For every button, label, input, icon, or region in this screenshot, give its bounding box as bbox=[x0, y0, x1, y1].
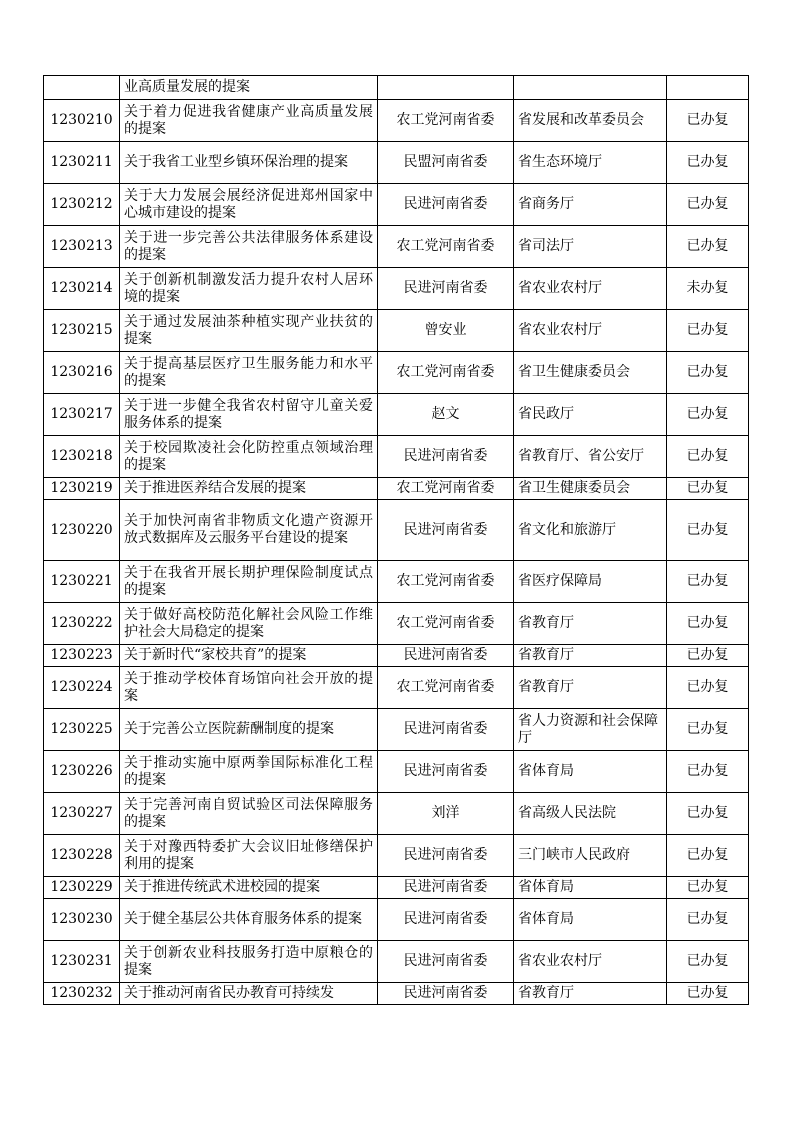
proposal-title: 关于完善河南自贸试验区司法保障服务的提案 bbox=[120, 793, 378, 835]
handling-status: 已办复 bbox=[667, 352, 749, 394]
proposal-title: 关于进一步完善公共法律服务体系建设的提案 bbox=[120, 226, 378, 268]
proposal-title: 业高质量发展的提案 bbox=[120, 76, 378, 100]
handling-department: 省卫生健康委员会 bbox=[514, 352, 667, 394]
proposer: 农工党河南省委 bbox=[378, 667, 514, 709]
proposal-number: 1230210 bbox=[44, 100, 120, 142]
proposer: 农工党河南省委 bbox=[378, 478, 514, 500]
table-row bbox=[44, 226, 749, 268]
proposer: 民进河南省委 bbox=[378, 877, 514, 899]
handling-status: 已办复 bbox=[667, 899, 749, 941]
handling-department: 省体育局 bbox=[514, 877, 667, 899]
proposal-table-body bbox=[44, 76, 749, 1005]
handling-status: 已办复 bbox=[667, 310, 749, 352]
handling-status: 已办复 bbox=[667, 751, 749, 793]
proposer: 民进河南省委 bbox=[378, 835, 514, 877]
table-row bbox=[44, 793, 749, 835]
proposal-number: 1230231 bbox=[44, 941, 120, 983]
proposal-title: 关于校园欺凌社会化防控重点领域治理的提案 bbox=[120, 436, 378, 478]
proposer: 民进河南省委 bbox=[378, 645, 514, 667]
handling-department: 省商务厅 bbox=[514, 184, 667, 226]
proposal-number: 1230226 bbox=[44, 751, 120, 793]
handling-status: 已办复 bbox=[667, 793, 749, 835]
table-row bbox=[44, 436, 749, 478]
proposal-title: 关于健全基层公共体育服务体系的提案 bbox=[120, 899, 378, 941]
handling-department: 省教育厅 bbox=[514, 983, 667, 1005]
handling-status: 已办复 bbox=[667, 877, 749, 899]
proposal-title: 关于对豫西特委扩大会议旧址修缮保护利用的提案 bbox=[120, 835, 378, 877]
handling-status: 未办复 bbox=[667, 268, 749, 310]
handling-department: 省发展和改革委员会 bbox=[514, 100, 667, 142]
proposal-number: 1230216 bbox=[44, 352, 120, 394]
proposer: 民进河南省委 bbox=[378, 436, 514, 478]
handling-department: 省教育厅 bbox=[514, 667, 667, 709]
table-row bbox=[44, 268, 749, 310]
proposal-title: 关于提高基层医疗卫生服务能力和水平的提案 bbox=[120, 352, 378, 394]
proposal-title: 关于大力发展会展经济促进郑州国家中心城市建设的提案 bbox=[120, 184, 378, 226]
table-row bbox=[44, 76, 749, 100]
proposal-number: 1230230 bbox=[44, 899, 120, 941]
table-row bbox=[44, 394, 749, 436]
proposer: 曾安业 bbox=[378, 310, 514, 352]
proposal-title: 关于推动河南省民办教育可持续发 bbox=[120, 983, 378, 1005]
proposer: 刘洋 bbox=[378, 793, 514, 835]
proposal-title: 关于通过发展油茶种植实现产业扶贫的提案 bbox=[120, 310, 378, 352]
proposal-number: 1230214 bbox=[44, 268, 120, 310]
proposal-number: 1230218 bbox=[44, 436, 120, 478]
table-row bbox=[44, 100, 749, 142]
proposal-title: 关于推进传统武术进校园的提案 bbox=[120, 877, 378, 899]
proposal-title: 关于新时代“家校共育”的提案 bbox=[120, 645, 378, 667]
proposal-title: 关于推进医养结合发展的提案 bbox=[120, 478, 378, 500]
table-row bbox=[44, 500, 749, 561]
proposer: 民进河南省委 bbox=[378, 500, 514, 561]
proposal-title: 关于创新机制激发活力提升农村人居环境的提案 bbox=[120, 268, 378, 310]
proposal-number: 1230224 bbox=[44, 667, 120, 709]
proposer: 民盟河南省委 bbox=[378, 142, 514, 184]
proposer: 农工党河南省委 bbox=[378, 100, 514, 142]
proposal-number bbox=[44, 76, 120, 100]
proposer: 民进河南省委 bbox=[378, 184, 514, 226]
proposal-number: 1230212 bbox=[44, 184, 120, 226]
proposal-number: 1230219 bbox=[44, 478, 120, 500]
handling-department: 省体育局 bbox=[514, 899, 667, 941]
proposer: 农工党河南省委 bbox=[378, 603, 514, 645]
table-row bbox=[44, 983, 749, 1005]
handling-department: 省卫生健康委员会 bbox=[514, 478, 667, 500]
handling-status: 已办复 bbox=[667, 500, 749, 561]
handling-department: 省医疗保障局 bbox=[514, 561, 667, 603]
proposer: 农工党河南省委 bbox=[378, 561, 514, 603]
proposal-title: 关于加快河南省非物质文化遗产资源开放式数据库及云服务平台建设的提案 bbox=[120, 500, 378, 561]
proposal-number: 1230225 bbox=[44, 709, 120, 751]
handling-department: 省农业农村厅 bbox=[514, 268, 667, 310]
handling-status bbox=[667, 76, 749, 100]
proposal-number: 1230222 bbox=[44, 603, 120, 645]
proposal-title: 关于进一步健全我省农村留守儿童关爱服务体系的提案 bbox=[120, 394, 378, 436]
proposal-title: 关于在我省开展长期护理保险制度试点的提案 bbox=[120, 561, 378, 603]
proposal-title: 关于推动实施中原两拳国际标准化工程的提案 bbox=[120, 751, 378, 793]
table-row bbox=[44, 478, 749, 500]
proposer: 民进河南省委 bbox=[378, 899, 514, 941]
proposer: 赵文 bbox=[378, 394, 514, 436]
handling-status: 已办复 bbox=[667, 226, 749, 268]
handling-status: 已办复 bbox=[667, 561, 749, 603]
handling-department: 省民政厅 bbox=[514, 394, 667, 436]
handling-department: 省体育局 bbox=[514, 751, 667, 793]
proposer: 民进河南省委 bbox=[378, 268, 514, 310]
handling-status: 已办复 bbox=[667, 835, 749, 877]
handling-status: 已办复 bbox=[667, 142, 749, 184]
proposal-number: 1230223 bbox=[44, 645, 120, 667]
handling-department: 省教育厅、省公安厅 bbox=[514, 436, 667, 478]
handling-status: 已办复 bbox=[667, 394, 749, 436]
proposer: 民进河南省委 bbox=[378, 709, 514, 751]
handling-status: 已办复 bbox=[667, 478, 749, 500]
proposer bbox=[378, 76, 514, 100]
table-row bbox=[44, 561, 749, 603]
table-row bbox=[44, 877, 749, 899]
table-row bbox=[44, 899, 749, 941]
table-row bbox=[44, 835, 749, 877]
handling-department bbox=[514, 76, 667, 100]
handling-status: 已办复 bbox=[667, 941, 749, 983]
handling-department: 省农业农村厅 bbox=[514, 310, 667, 352]
proposal-title: 关于创新农业科技服务打造中原粮仓的提案 bbox=[120, 941, 378, 983]
proposal-number: 1230229 bbox=[44, 877, 120, 899]
handling-department: 三门峡市人民政府 bbox=[514, 835, 667, 877]
proposal-title: 关于完善公立医院薪酬制度的提案 bbox=[120, 709, 378, 751]
table-row bbox=[44, 142, 749, 184]
proposal-number: 1230220 bbox=[44, 500, 120, 561]
handling-department: 省生态环境厅 bbox=[514, 142, 667, 184]
handling-status: 已办复 bbox=[667, 983, 749, 1005]
handling-status: 已办复 bbox=[667, 645, 749, 667]
proposal-number: 1230217 bbox=[44, 394, 120, 436]
proposal-number: 1230228 bbox=[44, 835, 120, 877]
table-row bbox=[44, 667, 749, 709]
proposer: 民进河南省委 bbox=[378, 983, 514, 1005]
proposal-title: 关于我省工业型乡镇环保治理的提案 bbox=[120, 142, 378, 184]
proposer: 农工党河南省委 bbox=[378, 226, 514, 268]
handling-status: 已办复 bbox=[667, 667, 749, 709]
table-row bbox=[44, 603, 749, 645]
proposal-title: 关于做好高校防范化解社会风险工作维护社会大局稳定的提案 bbox=[120, 603, 378, 645]
proposer: 农工党河南省委 bbox=[378, 352, 514, 394]
proposal-number: 1230227 bbox=[44, 793, 120, 835]
proposal-number: 1230232 bbox=[44, 983, 120, 1005]
handling-department: 省教育厅 bbox=[514, 645, 667, 667]
proposal-number: 1230215 bbox=[44, 310, 120, 352]
table-row bbox=[44, 751, 749, 793]
handling-department: 省人力资源和社会保障厅 bbox=[514, 709, 667, 751]
proposer: 民进河南省委 bbox=[378, 751, 514, 793]
proposal-number: 1230211 bbox=[44, 142, 120, 184]
handling-status: 已办复 bbox=[667, 436, 749, 478]
table-row bbox=[44, 645, 749, 667]
handling-status: 已办复 bbox=[667, 709, 749, 751]
table-row bbox=[44, 310, 749, 352]
proposal-number: 1230213 bbox=[44, 226, 120, 268]
table-row bbox=[44, 184, 749, 226]
handling-department: 省司法厅 bbox=[514, 226, 667, 268]
handling-status: 已办复 bbox=[667, 100, 749, 142]
proposal-number: 1230221 bbox=[44, 561, 120, 603]
table-row bbox=[44, 941, 749, 983]
handling-status: 已办复 bbox=[667, 603, 749, 645]
table-row bbox=[44, 709, 749, 751]
proposal-title: 关于推动学校体育场馆向社会开放的提案 bbox=[120, 667, 378, 709]
proposer: 民进河南省委 bbox=[378, 941, 514, 983]
handling-department: 省教育厅 bbox=[514, 603, 667, 645]
proposal-table bbox=[43, 75, 749, 1005]
handling-department: 省文化和旅游厅 bbox=[514, 500, 667, 561]
handling-status: 已办复 bbox=[667, 184, 749, 226]
handling-department: 省高级人民法院 bbox=[514, 793, 667, 835]
proposal-title: 关于着力促进我省健康产业高质量发展的提案 bbox=[120, 100, 378, 142]
table-row bbox=[44, 352, 749, 394]
handling-department: 省农业农村厅 bbox=[514, 941, 667, 983]
